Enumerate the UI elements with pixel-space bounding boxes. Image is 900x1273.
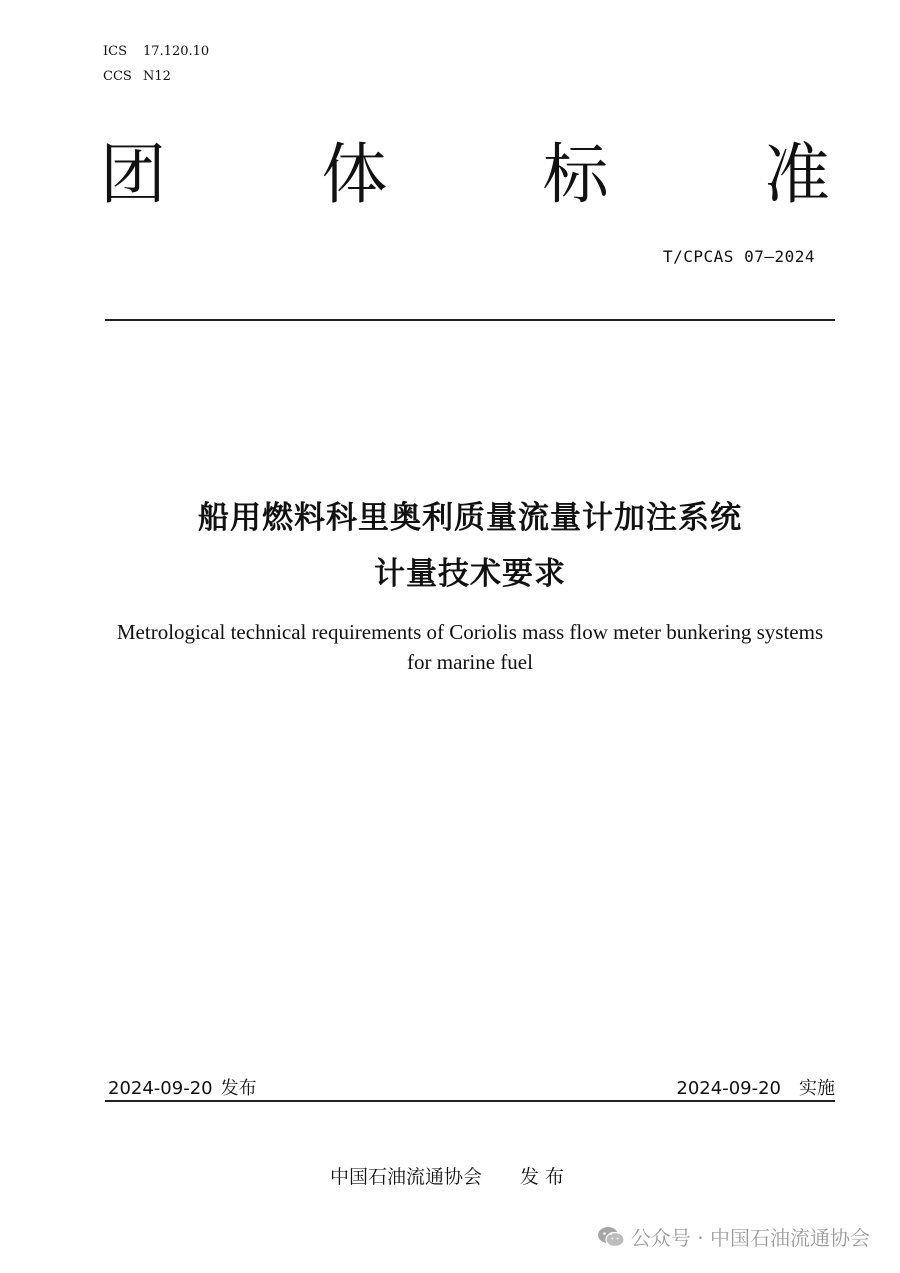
top-divider (105, 319, 835, 321)
wechat-icon (597, 1226, 625, 1248)
implement-label: 实施 (799, 1078, 835, 1099)
watermark (597, 1222, 870, 1251)
watermark-text: 公众号 · 中国石油流通协会 (630, 1226, 870, 1250)
publisher-action: 发 布 (520, 1166, 565, 1188)
doc-type-char: 团 (100, 136, 166, 213)
implement-date-block (676, 1074, 835, 1100)
ics-label: ICS (103, 44, 127, 59)
document-type-heading (100, 136, 830, 213)
ccs-value: N12 (143, 69, 171, 84)
bottom-divider (105, 1100, 835, 1102)
ics-code (103, 44, 209, 59)
doc-type-char: 准 (763, 136, 830, 213)
doc-type-char: 标 (542, 136, 609, 213)
title-cn-line1: 船用燃料科里奥利质量流量计加注系统 (198, 500, 742, 536)
ccs-code (103, 69, 171, 84)
standard-number: T/CPCAS 07—2024 (663, 247, 815, 266)
issue-date: 2024-09-20 (108, 1078, 213, 1099)
title-en-line2: for marine fuel (407, 650, 533, 674)
publisher-name: 中国石油流通协会 (330, 1166, 483, 1188)
issue-date-block (108, 1074, 257, 1100)
issue-label: 发布 (220, 1078, 257, 1099)
title-cn-line2: 计量技术要求 (374, 556, 566, 592)
publisher-line (330, 1162, 564, 1189)
ccs-label: CCS (103, 69, 132, 84)
implement-date: 2024-09-20 (676, 1078, 781, 1099)
title-en-line1: Metrological technical requirements of Coriolis mass flow meter bunkering systems (116, 620, 824, 644)
doc-type-char: 体 (321, 136, 388, 213)
ics-value: 17.120.10 (143, 44, 210, 59)
